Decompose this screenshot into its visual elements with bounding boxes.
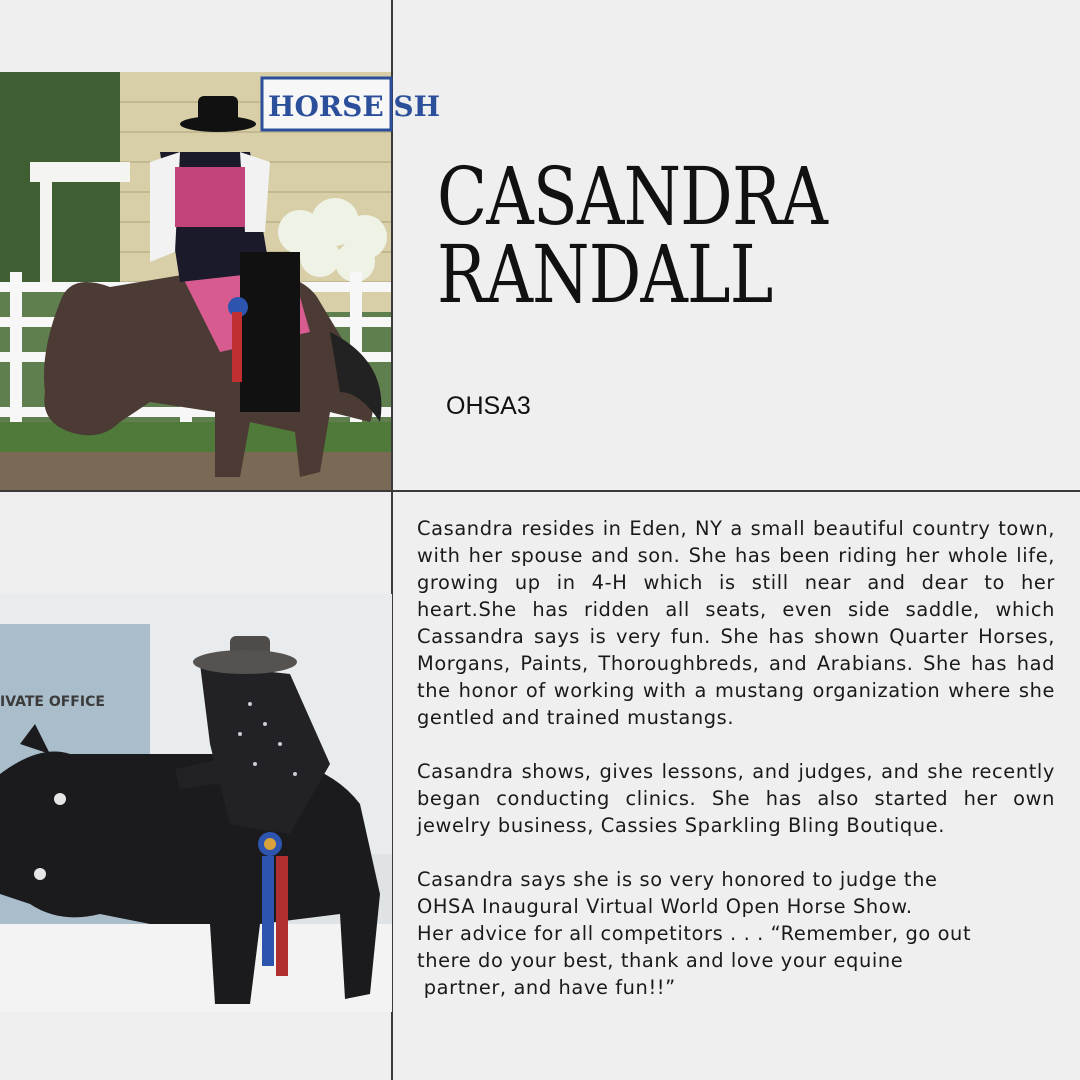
horizontal-divider [0, 490, 1080, 492]
first-name: CASANDRA [437, 150, 828, 243]
bio-line: Casandra says she is so very honored to judge the [417, 868, 938, 891]
rider-photo-bottom [0, 594, 392, 1012]
bio-paragraph: Casandra resides in Eden, NY a small beautiful country town, with her spouse and son. She has been riding her whole life, growing up in 4-H which is still near and dear to her heart.She has ridden all seats, even side saddle, which Cassandra says is very fun. She has shown Quarter Horses, Morgans, Paints, Thoroughbreds, and Arabians. She has had the honor of working with a mustang organization where she gentled and trained mustangs. [417, 517, 1055, 729]
bio-text [417, 515, 1055, 1028]
judge-name [437, 150, 828, 321]
horse-show-sign-text: HORSE SH [268, 90, 441, 123]
bio-line: Her advice for all competitors . . . “Remember, go out [417, 922, 972, 945]
bio-paragraph-quote [417, 866, 1055, 1001]
bio-line: OHSA Inaugural Virtual World Open Horse Show. [417, 895, 913, 918]
bio-line: there do your best, thank and love your equine [417, 949, 904, 972]
rider-photo-top [0, 72, 441, 490]
bio-line: partner, and have fun!!” [417, 976, 676, 999]
bio-paragraph: Casandra shows, gives lessons, and judges, and she recently began conducting clinics. She has also started her own jewelry business, Cassies Sparkling Bling Boutique. [417, 760, 1055, 837]
judge-tag: OHSA3 [446, 392, 531, 420]
last-name: RANDALL [437, 228, 773, 321]
private-office-sign-text: IVATE OFFICE [0, 694, 105, 710]
